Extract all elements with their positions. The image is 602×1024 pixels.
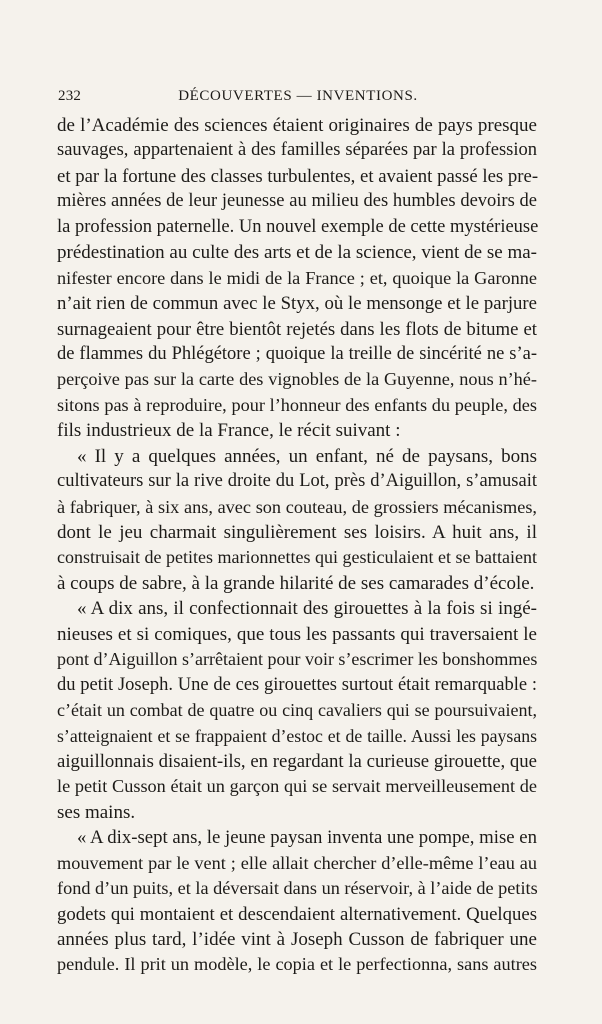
text-line: et par la fortune des classes turbulentes, et avaient passé les pre- — [57, 165, 539, 187]
running-head — [58, 88, 538, 108]
text-line: « Il y a quelques années, un enfant, né de paysans, bons — [77, 445, 537, 467]
text-line: à coups de sabre, à la grande hilarité de ses camarades d’école. — [57, 572, 535, 594]
text-line: mières années de leur jeunesse au milieu des humbles devoirs de — [57, 191, 537, 212]
text-line: nifester encore dans le midi de la France ; et, quoique la Garonne — [57, 267, 537, 288]
text-line: de flammes du Phlégétore ; quoique la treille de sincérité ne s’a- — [57, 343, 537, 364]
text-line: fils industrieux de la France, le récit suivant : — [57, 420, 401, 442]
text-line: n’ait rien de commun avec le Styx, où le mensonge et le parjure — [57, 293, 537, 315]
running-title: DÉCOUVERTES — INVENTIONS. — [178, 88, 418, 104]
text-line: pendule. Il prit un modèle, le copia et le perfectionna, sans autres — [57, 954, 537, 975]
text-line: la profession paternelle. Un nouvel exemple de cette mystérieuse — [57, 216, 539, 237]
text-line: sitons pas à reproduire, pour l’honneur des enfants du peuple, des — [57, 394, 537, 415]
text-line: « A dix ans, il confectionnait des girouettes à la fois si ingé- — [77, 598, 537, 620]
text-line: s’atteignaient et se frappaient d’estoc et de taille. Aussi les paysans — [57, 725, 537, 746]
text-line: c’était un combat de quatre ou cinq cavaliers qui se poursuivaient, — [57, 700, 537, 721]
text-line: aiguillonnais disaient-ils, en regardant la curieuse girouette, que — [57, 750, 537, 772]
text-line: ses mains. — [57, 801, 136, 823]
text-line: perçoive pas sur la carte des vignobles de la Guyenne, nous n’hé- — [57, 369, 537, 390]
page-number: 232 — [58, 88, 82, 104]
text-line: godets qui montaient et descendaient alternativement. Quelques — [57, 903, 537, 925]
text-line: nieuses et si comiques, que tous les passants qui traversaient le — [57, 623, 537, 645]
text-line: le petit Cusson était un garçon qui se servait merveilleusement de — [57, 776, 537, 797]
text-line: mouvement par le vent ; elle allait chercher d’elle-même l’eau au — [57, 852, 537, 873]
text-line: années plus tard, l’idée vint à Joseph Cusson de fabriquer une — [57, 929, 537, 950]
text-line: sauvages, appartenaient à des familles séparées par la profession — [57, 140, 537, 161]
body-text — [57, 113, 537, 978]
text-line: de l’Académie des sciences étaient originaires de pays presque — [57, 115, 537, 136]
text-line: pont d’Aiguillon s’arrêtaient pour voir s’escrimer les bonshommes — [57, 649, 538, 670]
text-line: prédestination au culte des arts et de la science, vient de se ma- — [57, 242, 537, 264]
text-line: cultivateurs sur la rive droite du Lot, près d’Aiguillon, s’amusait — [57, 471, 537, 492]
text-line: à fabriquer, à six ans, avec son couteau, de grossiers mécanismes, — [57, 496, 537, 517]
text-line: du petit Joseph. Une de ces girouettes surtout était remarquable : — [57, 674, 537, 695]
text-line: construisait de petites marionnettes qui gesticulaient et se battaient — [57, 547, 537, 568]
text-line: surnageaient pour être bientôt rejetés dans les flots de bitume et — [57, 318, 537, 340]
text-line: « A dix-sept ans, le jeune paysan inventa une pompe, mise en — [77, 827, 537, 849]
text-line: dont le jeu charmait singulièrement ses loisirs. A huit ans, il — [57, 522, 537, 543]
text-line: fond d’un puits, et la déversait dans un réservoir, à l’aide de petits — [57, 878, 538, 899]
